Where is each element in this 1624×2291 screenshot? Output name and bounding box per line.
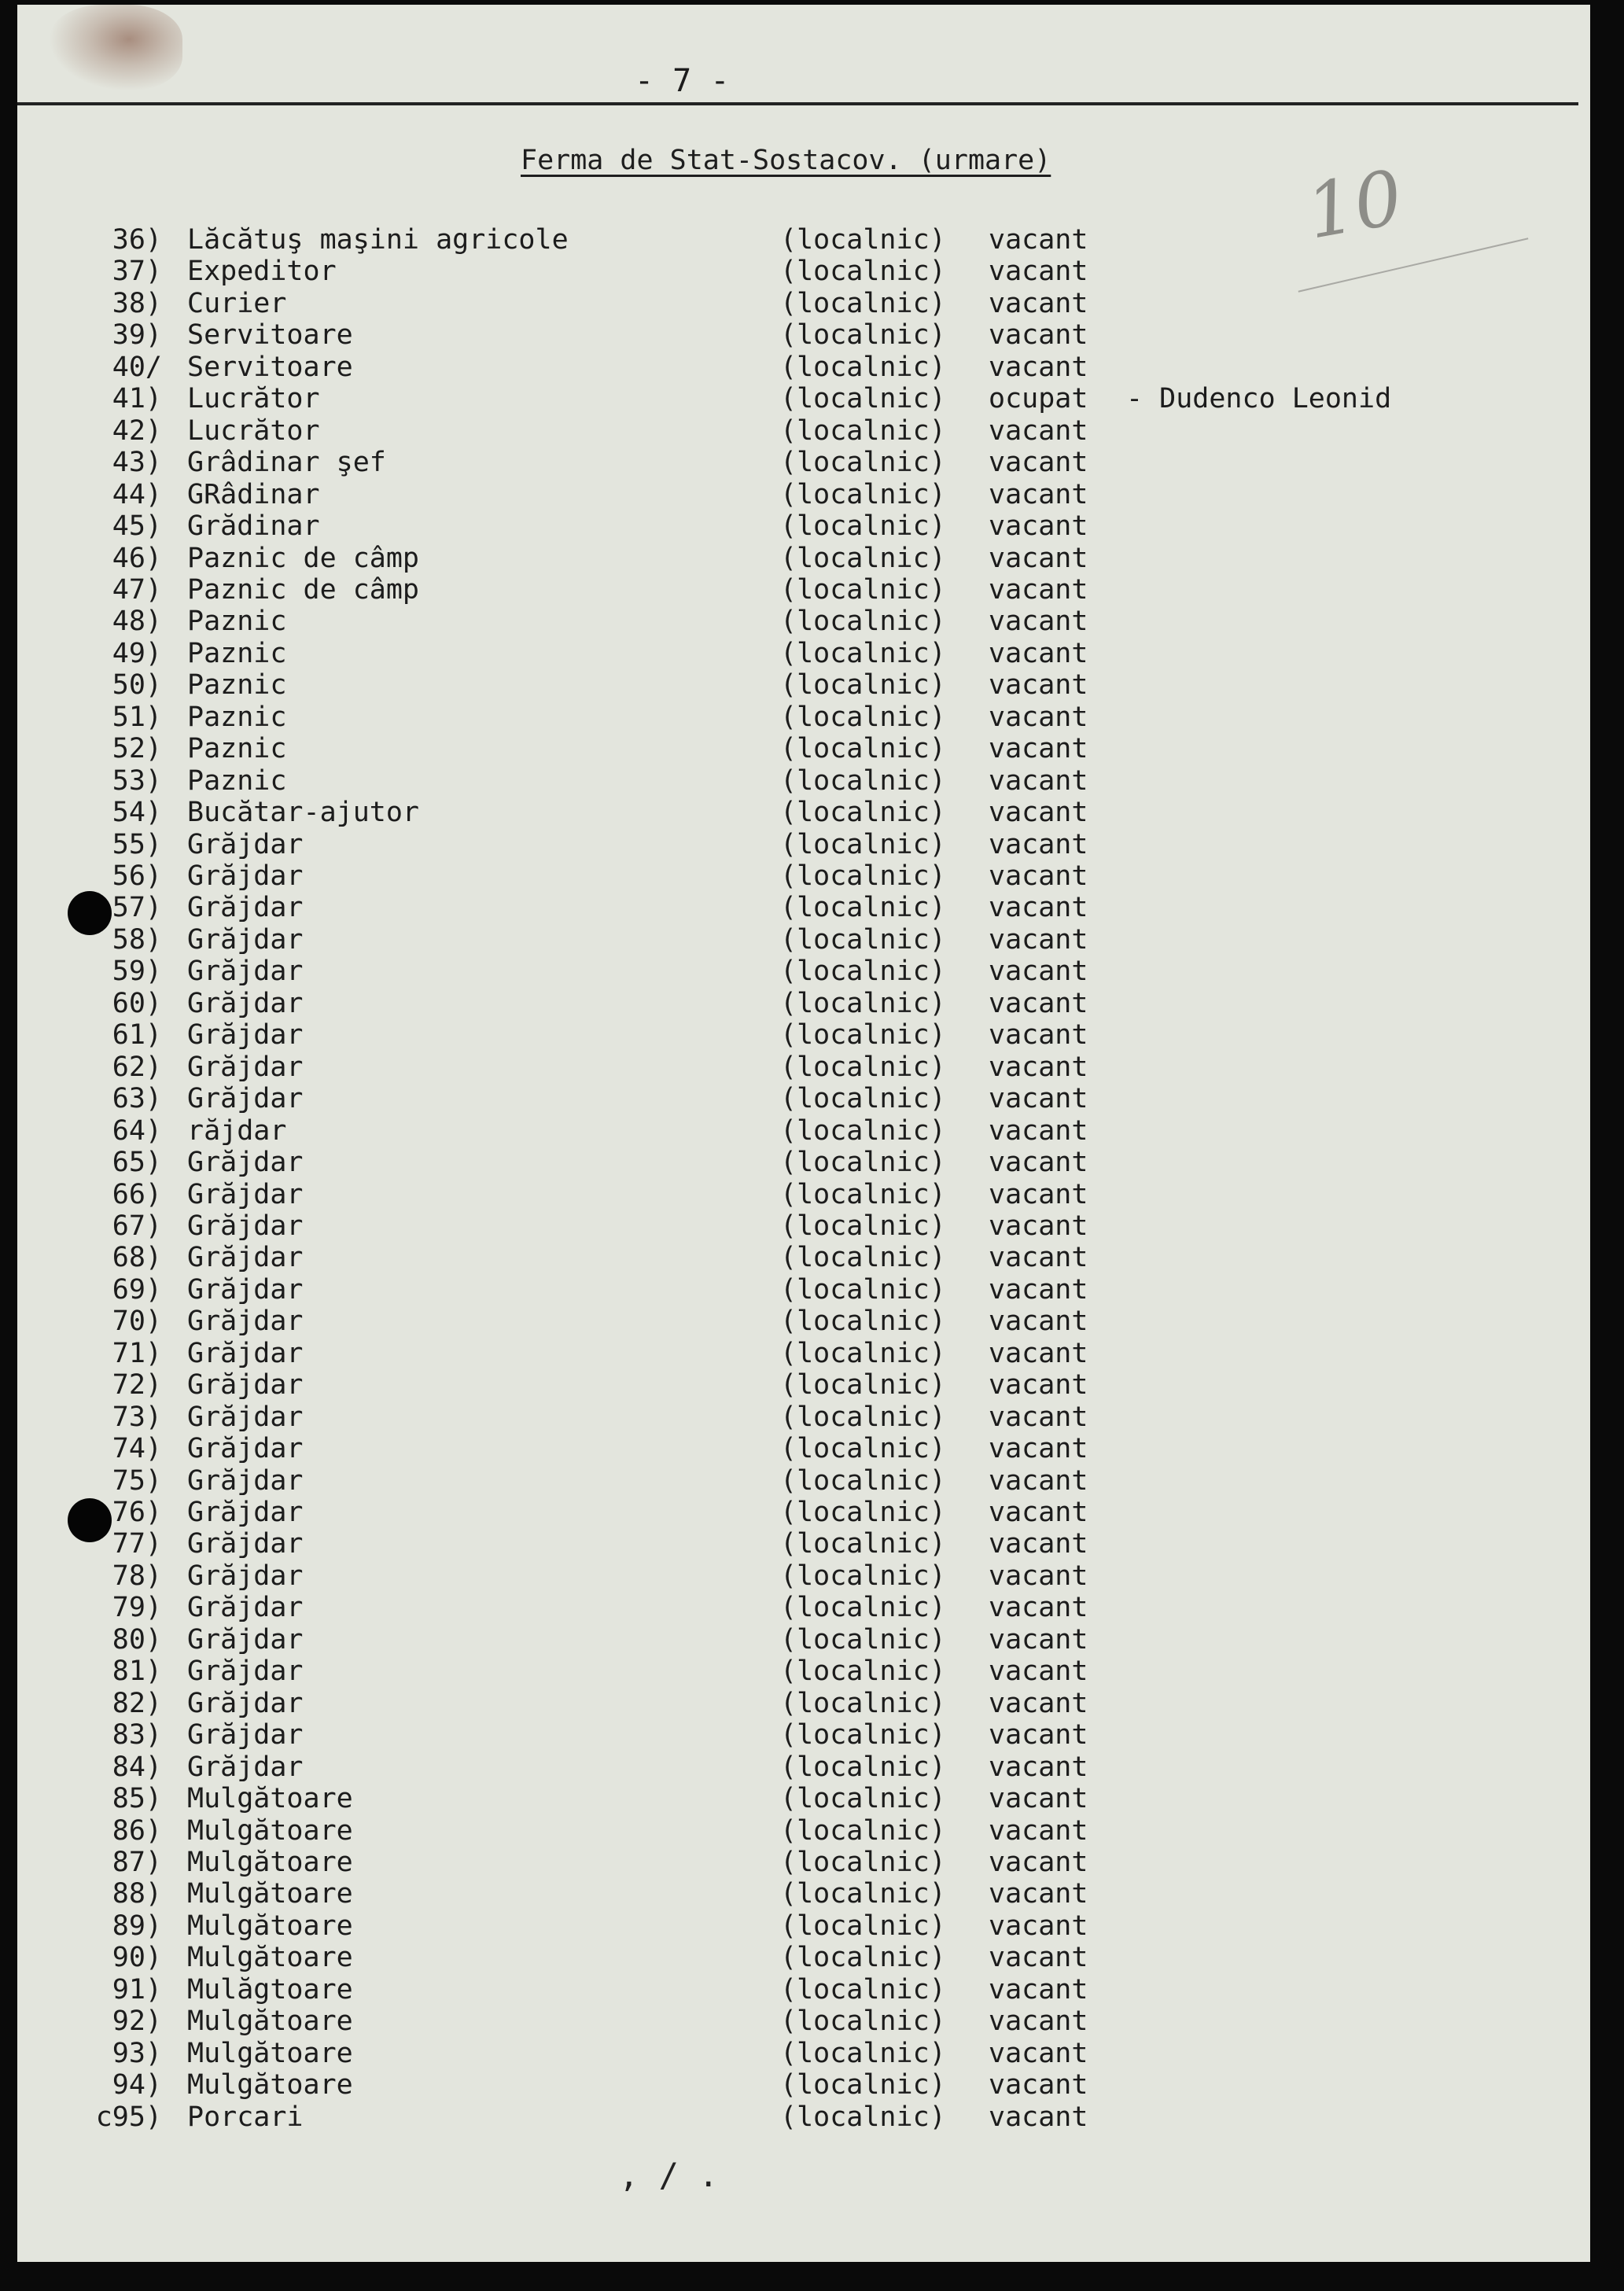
item-number: 77) xyxy=(112,1528,162,1560)
origin-label: (localnic) xyxy=(780,1019,946,1051)
job-title: Grăjdar xyxy=(187,1433,304,1464)
job-title: Grâdinar şef xyxy=(187,447,386,478)
job-title: Mulgătoare xyxy=(187,1878,353,1910)
origin-label: (localnic) xyxy=(780,1115,946,1147)
status-label: vacant xyxy=(989,1847,1088,1878)
origin-label: (localnic) xyxy=(780,860,946,892)
item-number: 90) xyxy=(112,1942,162,1973)
status-label: vacant xyxy=(989,2038,1088,2069)
job-title: Mulăgtoare xyxy=(187,1974,353,2006)
job-title: Grăjdar xyxy=(187,1465,304,1497)
job-title: Grăjdar xyxy=(187,829,304,860)
punch-hole xyxy=(68,891,112,935)
job-title: Grăjdar xyxy=(187,1656,304,1687)
status-label: vacant xyxy=(989,352,1088,383)
origin-label: (localnic) xyxy=(780,702,946,733)
job-title: Bucătar-ajutor xyxy=(187,797,420,828)
status-label: vacant xyxy=(989,1433,1088,1464)
origin-label: (localnic) xyxy=(780,224,946,256)
job-title: Grăjdar xyxy=(187,956,304,987)
job-title: Grăjdar xyxy=(187,892,304,923)
item-number: 58) xyxy=(112,924,162,956)
job-title: Lăcătuş maşini agricole xyxy=(187,224,569,256)
item-number: 56) xyxy=(112,860,162,892)
status-label: vacant xyxy=(989,1910,1088,1942)
origin-label: (localnic) xyxy=(780,1688,946,1719)
origin-label: (localnic) xyxy=(780,1497,946,1528)
origin-label: (localnic) xyxy=(780,638,946,669)
item-number: 68) xyxy=(112,1242,162,1273)
item-number: 43) xyxy=(112,447,162,478)
origin-label: (localnic) xyxy=(780,1401,946,1433)
origin-label: (localnic) xyxy=(780,1878,946,1910)
item-number: 61) xyxy=(112,1019,162,1051)
status-label: vacant xyxy=(989,1052,1088,1083)
origin-label: (localnic) xyxy=(780,733,946,764)
status-label: vacant xyxy=(989,606,1088,637)
status-label: vacant xyxy=(989,1306,1088,1337)
item-number: 64) xyxy=(112,1115,162,1147)
status-label: vacant xyxy=(989,1369,1088,1401)
origin-label: (localnic) xyxy=(780,1369,946,1401)
job-title: Paznic de câmp xyxy=(187,574,420,606)
origin-label: (localnic) xyxy=(780,1052,946,1083)
handwritten-note: 10 xyxy=(1300,154,1409,256)
job-title: Grăjdar xyxy=(187,924,304,956)
item-number: 78) xyxy=(112,1560,162,1592)
item-number: 36) xyxy=(112,224,162,256)
job-title: Paznic xyxy=(187,669,287,701)
origin-label: (localnic) xyxy=(780,1210,946,1242)
job-title: Grăjdar xyxy=(187,1147,304,1178)
origin-label: (localnic) xyxy=(780,510,946,542)
status-label: ocupat xyxy=(989,383,1088,414)
item-number: 67) xyxy=(112,1210,162,1242)
item-number: 42) xyxy=(112,415,162,447)
job-title: Grăjdar xyxy=(187,1083,304,1114)
item-number: 59) xyxy=(112,956,162,987)
job-title: Mulgătoare xyxy=(187,1910,353,1942)
status-label: vacant xyxy=(989,1465,1088,1497)
status-label: vacant xyxy=(989,1878,1088,1910)
item-number: 89) xyxy=(112,1910,162,1942)
job-title: Mulgătoare xyxy=(187,1847,353,1878)
status-label: vacant xyxy=(989,543,1088,574)
job-title: Grădinar xyxy=(187,510,320,542)
item-number: 84) xyxy=(112,1751,162,1783)
origin-label: (localnic) xyxy=(780,319,946,351)
item-number: 70) xyxy=(112,1306,162,1337)
job-title: Expeditor xyxy=(187,256,337,287)
status-label: vacant xyxy=(989,1497,1088,1528)
job-title: Grăjdar xyxy=(187,1052,304,1083)
job-title: Grăjdar xyxy=(187,1369,304,1401)
origin-label: (localnic) xyxy=(780,829,946,860)
origin-label: (localnic) xyxy=(780,606,946,637)
status-label: vacant xyxy=(989,288,1088,319)
origin-label: (localnic) xyxy=(780,256,946,287)
page-number: - 7 - xyxy=(635,63,730,99)
job-title: Lucrător xyxy=(187,383,320,414)
origin-label: (localnic) xyxy=(780,1719,946,1751)
origin-label: (localnic) xyxy=(780,669,946,701)
item-number: 51) xyxy=(112,702,162,733)
status-label: vacant xyxy=(989,1815,1088,1847)
item-number: 72) xyxy=(112,1369,162,1401)
status-label: vacant xyxy=(989,1592,1088,1623)
status-label: vacant xyxy=(989,638,1088,669)
item-number: 44) xyxy=(112,479,162,510)
job-title: Grăjdar xyxy=(187,988,304,1019)
item-number: 69) xyxy=(112,1274,162,1306)
origin-label: (localnic) xyxy=(780,1624,946,1656)
origin-label: (localnic) xyxy=(780,2038,946,2069)
item-number: 45) xyxy=(112,510,162,542)
origin-label: (localnic) xyxy=(780,1560,946,1592)
item-number: 62) xyxy=(112,1052,162,1083)
item-number: 48) xyxy=(112,606,162,637)
item-number: 92) xyxy=(112,2006,162,2037)
status-label: vacant xyxy=(989,1560,1088,1592)
page-title: Ferma de Stat-Sostacov. (urmare) xyxy=(521,145,1051,176)
item-number: 93) xyxy=(112,2038,162,2069)
status-label: vacant xyxy=(989,1019,1088,1051)
job-title: Mulgătoare xyxy=(187,1815,353,1847)
job-title: Grăjdar xyxy=(187,1242,304,1273)
item-number: 41) xyxy=(112,383,162,414)
status-label: vacant xyxy=(989,447,1088,478)
origin-label: (localnic) xyxy=(780,1656,946,1687)
item-number: 54) xyxy=(112,797,162,828)
job-title: Mulgătoare xyxy=(187,2069,353,2101)
origin-label: (localnic) xyxy=(780,2069,946,2101)
origin-label: (localnic) xyxy=(780,1274,946,1306)
item-number: 88) xyxy=(112,1878,162,1910)
status-label: vacant xyxy=(989,1719,1088,1751)
job-title: Grăjdar xyxy=(187,1592,304,1623)
item-number: 39) xyxy=(112,319,162,351)
origin-label: (localnic) xyxy=(780,383,946,414)
job-title: Lucrător xyxy=(187,415,320,447)
item-number: 53) xyxy=(112,765,162,797)
status-label: vacant xyxy=(989,892,1088,923)
item-number: 94) xyxy=(112,2069,162,2101)
item-number: 63) xyxy=(112,1083,162,1114)
origin-label: (localnic) xyxy=(780,415,946,447)
status-label: vacant xyxy=(989,1751,1088,1783)
status-label: vacant xyxy=(989,924,1088,956)
origin-label: (localnic) xyxy=(780,543,946,574)
item-number: 57) xyxy=(112,892,162,923)
job-title: Grăjdar xyxy=(187,1306,304,1337)
status-label: vacant xyxy=(989,2101,1088,2133)
status-label: vacant xyxy=(989,1179,1088,1210)
status-label: vacant xyxy=(989,1974,1088,2006)
item-number: 87) xyxy=(112,1847,162,1878)
status-label: vacant xyxy=(989,1210,1088,1242)
item-number: 47) xyxy=(112,574,162,606)
origin-label: (localnic) xyxy=(780,479,946,510)
origin-label: (localnic) xyxy=(780,892,946,923)
origin-label: (localnic) xyxy=(780,1338,946,1369)
job-title: Grăjdar xyxy=(187,1401,304,1433)
item-number: 91) xyxy=(112,1974,162,2006)
origin-label: (localnic) xyxy=(780,1306,946,1337)
job-title: Grăjdar xyxy=(187,1210,304,1242)
job-title: Grăjdar xyxy=(187,1179,304,1210)
item-number: 50) xyxy=(112,669,162,701)
item-number: 71) xyxy=(112,1338,162,1369)
job-title: Paznic de câmp xyxy=(187,543,420,574)
origin-label: (localnic) xyxy=(780,797,946,828)
job-title: Grăjdar xyxy=(187,1274,304,1306)
status-label: vacant xyxy=(989,2069,1088,2101)
job-title: Porcari xyxy=(187,2101,304,2133)
job-title: Servitoare xyxy=(187,319,353,351)
origin-label: (localnic) xyxy=(780,956,946,987)
origin-label: (localnic) xyxy=(780,288,946,319)
status-label: vacant xyxy=(989,574,1088,606)
job-title: Mulgătoare xyxy=(187,1942,353,1973)
job-title: Mulgătoare xyxy=(187,2006,353,2037)
job-title: răjdar xyxy=(187,1115,287,1147)
status-label: vacant xyxy=(989,1528,1088,1560)
status-label: vacant xyxy=(989,988,1088,1019)
job-title: Grăjdar xyxy=(187,1719,304,1751)
item-number: 79) xyxy=(112,1592,162,1623)
status-note: - Dudenco Leonid xyxy=(1126,383,1392,414)
item-number: c95) xyxy=(95,2101,162,2133)
status-label: vacant xyxy=(989,860,1088,892)
job-title: Grăjdar xyxy=(187,1338,304,1369)
origin-label: (localnic) xyxy=(780,1083,946,1114)
origin-label: (localnic) xyxy=(780,1242,946,1273)
status-label: vacant xyxy=(989,479,1088,510)
origin-label: (localnic) xyxy=(780,1815,946,1847)
job-title: Curier xyxy=(187,288,287,319)
item-number: 74) xyxy=(112,1433,162,1464)
item-number: 82) xyxy=(112,1688,162,1719)
job-title: GRâdinar xyxy=(187,479,320,510)
status-label: vacant xyxy=(989,765,1088,797)
item-number: 49) xyxy=(112,638,162,669)
origin-label: (localnic) xyxy=(780,574,946,606)
origin-label: (localnic) xyxy=(780,1147,946,1178)
status-label: vacant xyxy=(989,1624,1088,1656)
status-label: vacant xyxy=(989,1147,1088,1178)
job-title: Grăjdar xyxy=(187,1751,304,1783)
item-number: 60) xyxy=(112,988,162,1019)
status-label: vacant xyxy=(989,733,1088,764)
job-title: Grăjdar xyxy=(187,1560,304,1592)
origin-label: (localnic) xyxy=(780,1528,946,1560)
footer-mark: , / . xyxy=(619,2156,719,2194)
job-title: Grăjdar xyxy=(187,1624,304,1656)
job-title: Grăjdar xyxy=(187,1019,304,1051)
status-label: vacant xyxy=(989,1688,1088,1719)
status-label: vacant xyxy=(989,319,1088,351)
ink-stain xyxy=(49,5,182,91)
job-title: Mulgătoare xyxy=(187,1783,353,1814)
origin-label: (localnic) xyxy=(780,447,946,478)
item-number: 83) xyxy=(112,1719,162,1751)
status-label: vacant xyxy=(989,829,1088,860)
job-title: Grăjdar xyxy=(187,1528,304,1560)
status-label: vacant xyxy=(989,1083,1088,1114)
job-title: Paznic xyxy=(187,702,287,733)
origin-label: (localnic) xyxy=(780,2006,946,2037)
origin-label: (localnic) xyxy=(780,1847,946,1878)
item-number: 73) xyxy=(112,1401,162,1433)
origin-label: (localnic) xyxy=(780,1592,946,1623)
item-number: 65) xyxy=(112,1147,162,1178)
status-label: vacant xyxy=(989,256,1088,287)
origin-label: (localnic) xyxy=(780,1433,946,1464)
job-title: Grăjdar xyxy=(187,1688,304,1719)
job-title: Grăjdar xyxy=(187,860,304,892)
origin-label: (localnic) xyxy=(780,765,946,797)
origin-label: (localnic) xyxy=(780,1974,946,2006)
status-label: vacant xyxy=(989,224,1088,256)
job-title: Servitoare xyxy=(187,352,353,383)
status-label: vacant xyxy=(989,1942,1088,1973)
item-number: 40/ xyxy=(112,352,162,383)
item-number: 46) xyxy=(112,543,162,574)
status-label: vacant xyxy=(989,1274,1088,1306)
item-number: 37) xyxy=(112,256,162,287)
origin-label: (localnic) xyxy=(780,1465,946,1497)
origin-label: (localnic) xyxy=(780,988,946,1019)
status-label: vacant xyxy=(989,702,1088,733)
item-number: 76) xyxy=(112,1497,162,1528)
punch-hole xyxy=(68,1498,112,1542)
document-page xyxy=(17,5,1590,2262)
origin-label: (localnic) xyxy=(780,1751,946,1783)
item-number: 66) xyxy=(112,1179,162,1210)
item-number: 85) xyxy=(112,1783,162,1814)
job-title: Paznic xyxy=(187,638,287,669)
status-label: vacant xyxy=(989,669,1088,701)
item-number: 75) xyxy=(112,1465,162,1497)
item-number: 38) xyxy=(112,288,162,319)
origin-label: (localnic) xyxy=(780,1783,946,1814)
status-label: vacant xyxy=(989,510,1088,542)
status-label: vacant xyxy=(989,2006,1088,2037)
status-label: vacant xyxy=(989,1783,1088,1814)
status-label: vacant xyxy=(989,797,1088,828)
status-label: vacant xyxy=(989,956,1088,987)
job-title: Mulgătoare xyxy=(187,2038,353,2069)
job-title: Paznic xyxy=(187,733,287,764)
origin-label: (localnic) xyxy=(780,1179,946,1210)
job-title: Paznic xyxy=(187,765,287,797)
status-label: vacant xyxy=(989,1338,1088,1369)
status-label: vacant xyxy=(989,1242,1088,1273)
status-label: vacant xyxy=(989,1401,1088,1433)
status-label: vacant xyxy=(989,1656,1088,1687)
status-label: vacant xyxy=(989,415,1088,447)
origin-label: (localnic) xyxy=(780,1942,946,1973)
origin-label: (localnic) xyxy=(780,2101,946,2133)
status-label: vacant xyxy=(989,1115,1088,1147)
header-rule xyxy=(17,102,1578,105)
job-title: Grăjdar xyxy=(187,1497,304,1528)
item-number: 86) xyxy=(112,1815,162,1847)
item-number: 81) xyxy=(112,1656,162,1687)
origin-label: (localnic) xyxy=(780,352,946,383)
item-number: 55) xyxy=(112,829,162,860)
origin-label: (localnic) xyxy=(780,1910,946,1942)
job-title: Paznic xyxy=(187,606,287,637)
item-number: 80) xyxy=(112,1624,162,1656)
origin-label: (localnic) xyxy=(780,924,946,956)
item-number: 52) xyxy=(112,733,162,764)
